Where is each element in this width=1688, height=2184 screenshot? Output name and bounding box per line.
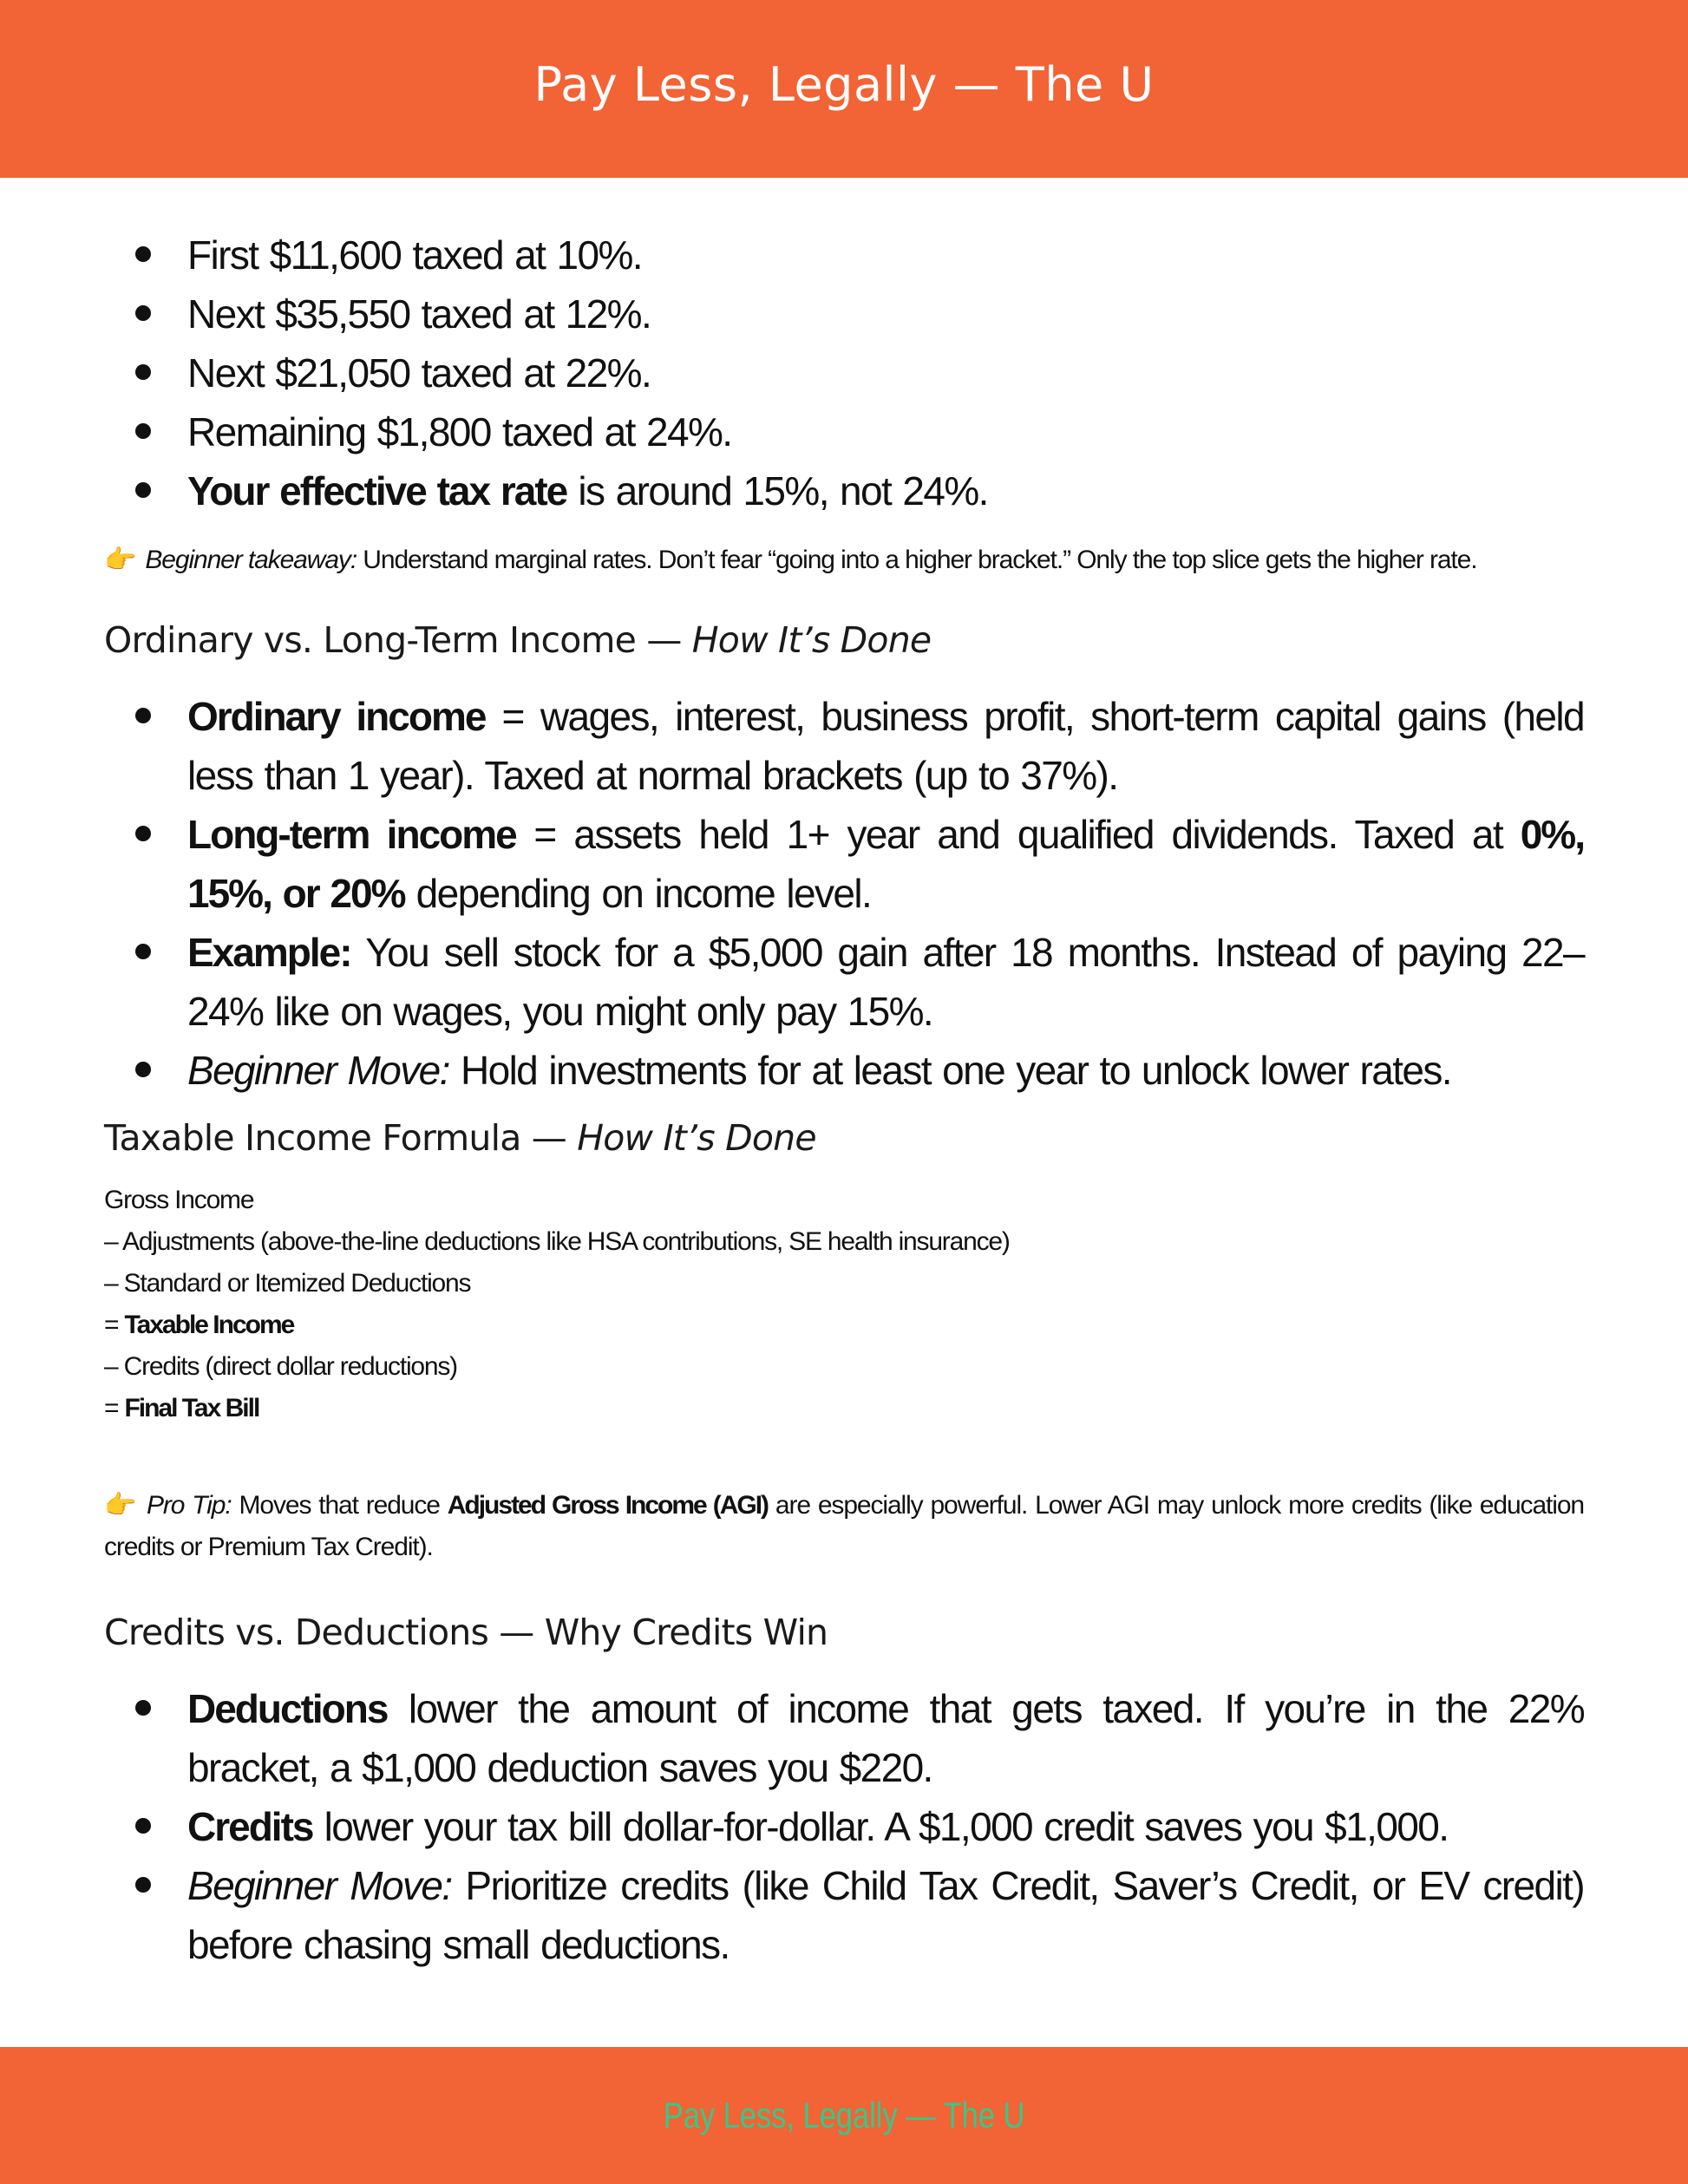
list-item: Credits lower your tax bill dollar-for-dollar. A $1,000 credit saves you $1,000. bbox=[104, 1797, 1584, 1856]
pro-tip-label: Pro Tip: bbox=[147, 1491, 232, 1520]
pointing-hand-icon: 👉 bbox=[104, 546, 137, 574]
list-item: Next $35,550 taxed at 12%. bbox=[104, 284, 1584, 343]
income-types-list bbox=[104, 687, 1584, 1100]
list-item: Your effective tax rate is around 15%, not 24%. bbox=[104, 461, 1584, 520]
page-content bbox=[104, 217, 1584, 1974]
formula-line: – Credits (direct dollar reductions) bbox=[104, 1352, 457, 1381]
taxable-income-formula bbox=[104, 1180, 1584, 1429]
formula-line: = Taxable Income bbox=[104, 1311, 294, 1339]
list-item: Remaining $1,800 taxed at 24%. bbox=[104, 402, 1584, 461]
section-title-ordinary-vs-long-term: Ordinary vs. Long-Term Income — How It’s Done bbox=[104, 619, 932, 661]
bullet-icon bbox=[135, 1818, 151, 1834]
formula-line: – Standard or Itemized Deductions bbox=[104, 1269, 471, 1298]
bullet-icon bbox=[135, 1877, 151, 1893]
list-item: Beginner Move: Prioritize credits (like Child Tax Credit, Saver’s Credit, or EV credit) before chasing small deductions. bbox=[104, 1856, 1584, 1974]
list-item: Ordinary income = wages, interest, business profit, short-term capital gains (held less than 1 year). Taxed at normal brackets (up to 37%). bbox=[104, 687, 1584, 805]
page-header bbox=[0, 0, 1688, 178]
list-item: Deductions lower the amount of income that gets taxed. If you’re in the 22% bracket, a $1,000 deduction saves you $220. bbox=[104, 1679, 1584, 1797]
bullet-icon bbox=[135, 246, 151, 262]
list-item: Long-term income = assets held 1+ year and qualified dividends. Taxed at 0%, 15%, or 20% depending on income level. bbox=[104, 805, 1584, 923]
header-title: Pay Less, Legally — The U bbox=[533, 57, 1155, 112]
bullet-icon bbox=[135, 826, 151, 841]
bullet-icon bbox=[135, 1062, 151, 1077]
beginner-takeaway: 👉 Beginner takeaway: Understand marginal rates. Don’t fear “going into a higher bracket.” Only the top slice gets the higher rate. bbox=[104, 546, 1477, 574]
section-title-credits-vs-deductions: Credits vs. Deductions — Why Credits Win bbox=[104, 1612, 828, 1653]
bullet-icon bbox=[135, 944, 151, 959]
list-item: Beginner Move: Hold investments for at least one year to unlock lower rates. bbox=[104, 1041, 1584, 1100]
effective-rate-label: Your effective tax rate bbox=[187, 468, 567, 513]
pointing-hand-icon: 👉 bbox=[104, 1491, 138, 1520]
bullet-icon bbox=[135, 423, 151, 439]
list-item: Next $21,050 taxed at 22%. bbox=[104, 343, 1584, 402]
bracket-list bbox=[104, 226, 1584, 520]
list-item: Example: You sell stock for a $5,000 gain after 18 months. Instead of paying 22–24% like on wages, you might only pay 15%. bbox=[104, 923, 1584, 1041]
list-item: First $11,600 taxed at 10%. bbox=[104, 226, 1584, 284]
formula-line: – Adjustments (above-the-line deductions like HSA contributions, SE health insurance) bbox=[104, 1227, 1010, 1256]
bullet-icon bbox=[135, 364, 151, 380]
bullet-icon bbox=[135, 305, 151, 321]
bullet-icon bbox=[135, 482, 151, 498]
takeaway-label: Beginner takeaway: bbox=[145, 546, 357, 574]
formula-line: Gross Income bbox=[104, 1186, 254, 1214]
credits-deductions-list bbox=[104, 1679, 1584, 1974]
bullet-icon bbox=[135, 1700, 151, 1716]
pro-tip: 👉 Pro Tip: Moves that reduce Adjusted Gross Income (AGI) are especially powerful. Lower AGI may unlock more credits (like education credits or Premium Tax Credit). bbox=[104, 1491, 1585, 1561]
bullet-icon bbox=[135, 708, 151, 723]
section-title-taxable-income-formula: Taxable Income Formula — How It’s Done bbox=[104, 1117, 816, 1159]
footer-title: Pay Less, Legally — The U bbox=[663, 2095, 1025, 2135]
page-footer bbox=[0, 2047, 1688, 2184]
formula-line: = Final Tax Bill bbox=[104, 1394, 259, 1422]
